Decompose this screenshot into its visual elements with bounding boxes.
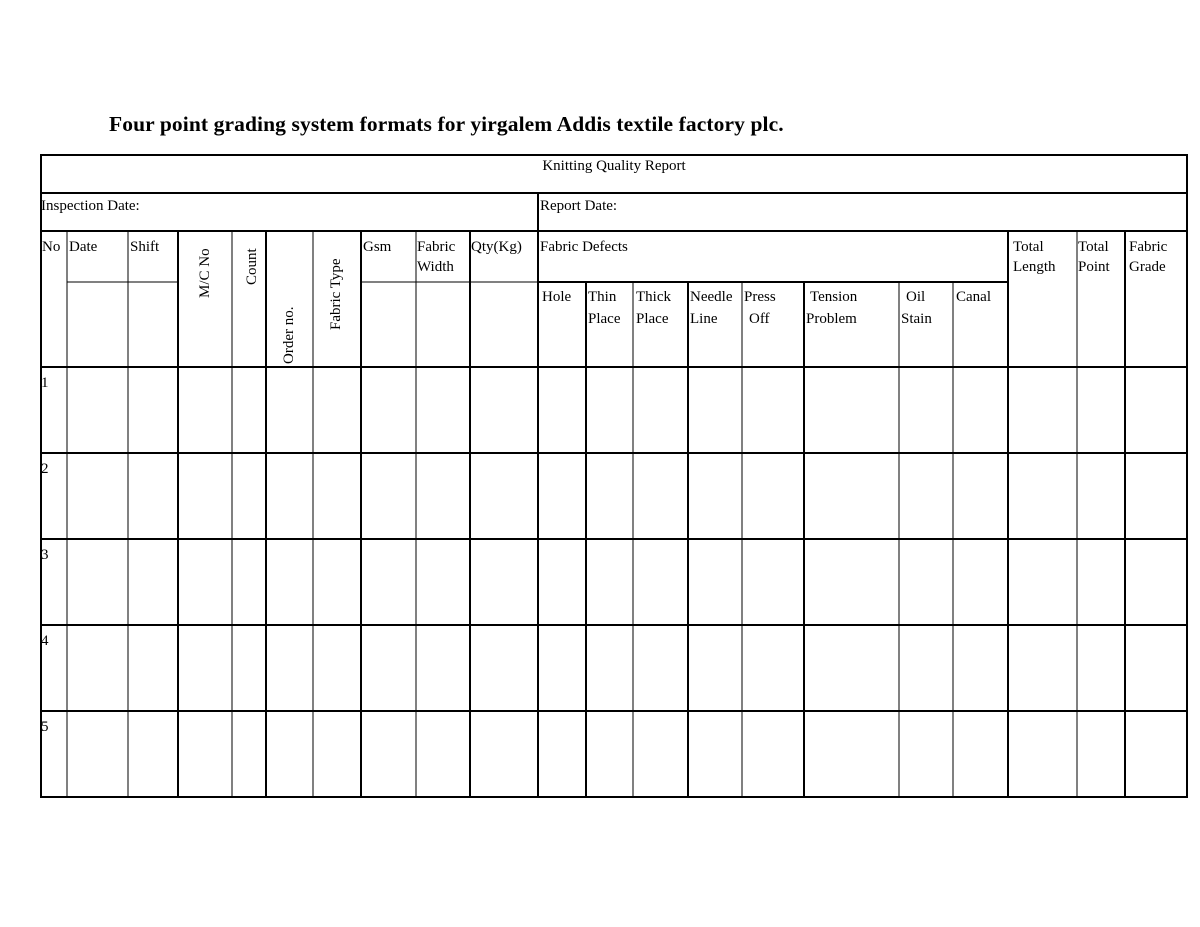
page-title: Four point grading system formats for yirgalem Addis textile factory plc. xyxy=(109,112,784,136)
defect-thick-2: Place xyxy=(636,311,669,327)
header-no: No xyxy=(42,239,61,255)
header-fabric-defects: Fabric Defects xyxy=(540,239,628,255)
defect-oil-1: Oil xyxy=(906,289,926,305)
header-count: Count xyxy=(244,248,260,285)
inspection-date-label: Inspection Date: xyxy=(41,198,140,214)
row-number: 3 xyxy=(41,547,49,563)
header-fabric-width-1: Fabric xyxy=(417,239,456,255)
report-date-label: Report Date: xyxy=(540,198,618,214)
row-number: 5 xyxy=(41,719,49,735)
header-fabric-width-2: Width xyxy=(417,259,454,275)
defect-thick-1: Thick xyxy=(636,289,671,305)
header-gsm: Gsm xyxy=(363,239,392,255)
defect-needle-1: Needle xyxy=(690,289,733,305)
header-total-point-1: Total xyxy=(1078,239,1109,255)
row-number: 1 xyxy=(41,375,49,391)
header-date: Date xyxy=(69,239,98,255)
header-fabric-grade-1: Fabric xyxy=(1129,239,1168,255)
header-qty: Qty(Kg) xyxy=(471,239,522,255)
defect-oil-2: Stain xyxy=(901,311,932,327)
header-shift: Shift xyxy=(130,239,160,255)
defect-tension-1: Tension xyxy=(810,289,858,305)
header-order-no: Order no. xyxy=(281,306,297,364)
header-fabric-grade-2: Grade xyxy=(1129,259,1166,275)
header-fabric-type: Fabric Type xyxy=(328,258,344,330)
defect-press-2: Off xyxy=(749,311,770,327)
row-number: 4 xyxy=(41,633,49,649)
defect-thin-1: Thin xyxy=(588,289,617,305)
defect-needle-2: Line xyxy=(690,311,718,327)
report-title: Knitting Quality Report xyxy=(542,158,686,174)
defect-canal: Canal xyxy=(956,289,991,305)
defect-press-1: Press xyxy=(744,289,776,305)
defect-hole: Hole xyxy=(542,289,572,305)
defect-tension-2: Problem xyxy=(806,311,857,327)
defect-thin-2: Place xyxy=(588,311,621,327)
row-number: 2 xyxy=(41,461,49,477)
header-total-length-1: Total xyxy=(1013,239,1044,255)
header-total-length-2: Length xyxy=(1013,259,1056,275)
header-total-point-2: Point xyxy=(1078,259,1110,275)
header-mc-no: M/C No xyxy=(197,248,213,298)
